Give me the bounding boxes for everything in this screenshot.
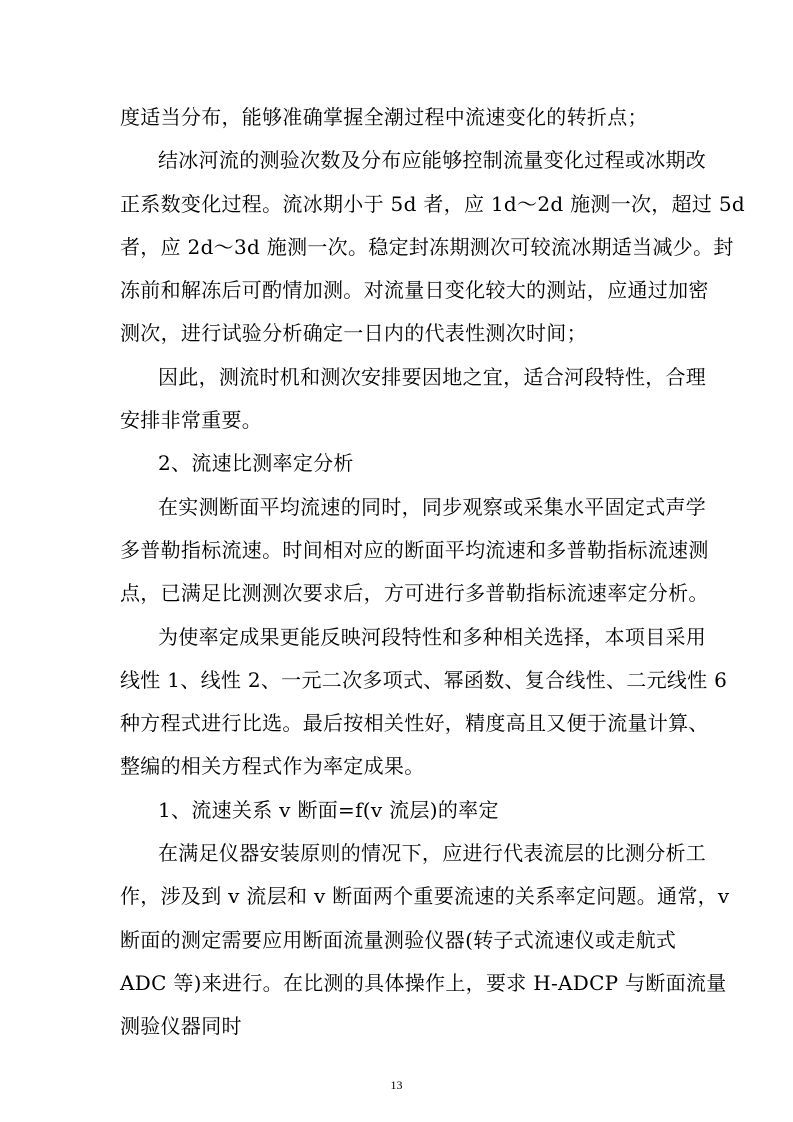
text-line: 正系数变化过程。流冰期小于 5d 者，应 1d～2d 施测一次，超过 5d [120,191,745,216]
text-line: 种方程式进行比选。最后按相关性好，精度高且又便于流量计算、 [120,711,709,736]
text-line: 冻前和解冻后可酌情加测。对流量日变化较大的测站，应通过加密 [120,278,709,303]
text-line: 安排非常重要。 [120,408,263,433]
section-heading: 2、流速比测率定分析 [158,451,354,476]
text-line: 测验仪器同时 [120,1014,242,1039]
text-line: 者，应 2d～3d 施测一次。稳定封冻期测次可较流冰期适当减少。封 [120,234,734,259]
text-line: 点，已满足比测测次要求后，方可进行多普勒指标流速率定分析。 [120,581,709,606]
paragraph-start: 为使率定成果更能反映河段特性和多种相关选择，本项目采用 [158,624,707,649]
text-line: ADC 等)来进行。在比测的具体操作上，要求 H-ADCP 与断面流量 [120,970,727,995]
text-line: 线性 1、线性 2、一元二次多项式、幂函数、复合线性、二元线性 6 [120,667,728,692]
document-body [120,96,745,1049]
paragraph-start: 因此，测流时机和测次安排要因地之宜，适合河段特性，合理 [158,364,707,389]
paragraph-start: 结冰河流的测验次数及分布应能够控制流量变化过程或冰期改 [158,148,707,173]
text-line: 作，涉及到 v 流层和 v 断面两个重要流速的关系率定问题。通常，v [120,884,730,909]
text-line: 断面的测定需要应用断面流量测验仪器(转子式流速仪或走航式 [120,927,677,952]
text-line: 整编的相关方程式作为率定成果。 [120,754,425,779]
page-number: 13 [390,1078,403,1092]
subsection-heading: 1、流速关系 v 断面=f(v 流层)的率定 [158,797,499,822]
paragraph-start: 在满足仪器安装原则的情况下，应进行代表流层的比测分析工 [158,841,707,866]
text-line: 度适当分布，能够准确掌握全潮过程中流速变化的转折点； [120,105,648,129]
text-line: 多普勒指标流速。时间相对应的断面平均流速和多普勒指标流速测 [120,537,709,562]
text-line: 测次，进行试验分析确定一日内的代表性测次时间； [120,321,587,346]
paragraph-start: 在实测断面平均流速的同时，同步观察或采集水平固定式声学 [158,494,707,519]
